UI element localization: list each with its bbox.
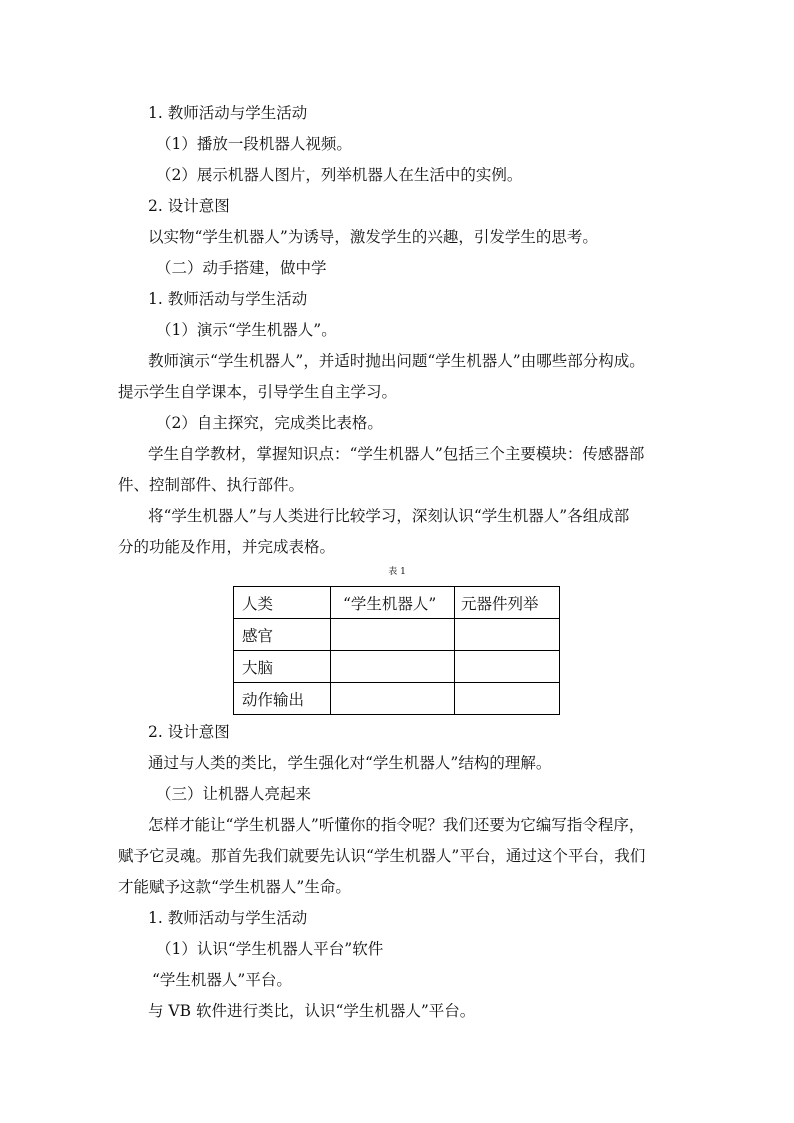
paragraph-line: 学生自学教材，掌握知识点：“学生机器人”包括三个主要模块：传感器部 xyxy=(148,445,645,463)
table-cell xyxy=(455,683,560,715)
table-row xyxy=(234,619,560,651)
table-cell xyxy=(331,683,455,715)
paragraph-line: 以实物“学生机器人”为诱导，激发学生的兴趣，引发学生的思考。 xyxy=(148,228,598,246)
section-heading: （二）动手搭建，做中学 xyxy=(156,259,327,277)
heading-design-intent: 2. 设计意图 xyxy=(148,197,230,215)
section-heading: （三）让机器人亮起来 xyxy=(156,785,312,803)
table-row xyxy=(234,587,560,619)
paragraph-line: 赋予它灵魂。那首先我们就要先认识“学生机器人”平台，通过这个平台，我们 xyxy=(118,847,646,865)
paragraph-line: 教师演示“学生机器人”，并适时抛出问题“学生机器人”由哪些部分构成。 xyxy=(148,352,645,370)
table-cell: 感官 xyxy=(234,619,331,651)
table-cell xyxy=(331,651,455,683)
table-cell: “学生机器人” xyxy=(331,587,455,619)
table-cell: 动作输出 xyxy=(234,683,331,715)
heading-design-intent: 2. 设计意图 xyxy=(148,723,230,741)
paragraph-line: 将“学生机器人”与人类进行比较学习，深刻认识“学生机器人”各组成部 xyxy=(148,507,630,525)
paragraph-line: （2）展示机器人图片，列举机器人在生活中的实例。 xyxy=(156,166,523,184)
table-cell: 大脑 xyxy=(234,651,331,683)
table-row xyxy=(234,683,560,715)
paragraph-line: 怎样才能让“学生机器人”听懂你的指令呢？我们还要为它编写指令程序， xyxy=(148,816,645,834)
paragraph-line: “学生机器人”平台。 xyxy=(152,971,292,989)
table-cell: 人类 xyxy=(234,587,331,619)
paragraph-line: 通过与人类的类比，学生强化对“学生机器人”结构的理解。 xyxy=(148,754,552,772)
paragraph-line: 件、控制部件、执行部件。 xyxy=(118,476,305,494)
table-cell xyxy=(331,619,455,651)
heading-teacher-student-activity: 1. 教师活动与学生活动 xyxy=(148,290,308,308)
table-cell: 元器件列举 xyxy=(455,587,560,619)
table-row xyxy=(234,651,560,683)
paragraph-line: 才能赋予这款“学生机器人”生命。 xyxy=(118,878,351,896)
table-cell xyxy=(455,651,560,683)
table-cell xyxy=(455,619,560,651)
paragraph-line: （1）播放一段机器人视频。 xyxy=(156,135,352,153)
paragraph-line: 提示学生自学课本，引导学生自主学习。 xyxy=(118,383,398,401)
comparison-table xyxy=(233,586,560,715)
heading-teacher-student-activity: 1. 教师活动与学生活动 xyxy=(148,104,308,122)
heading-teacher-student-activity: 1. 教师活动与学生活动 xyxy=(148,909,308,927)
paragraph-line: 分的功能及作用，并完成表格。 xyxy=(118,538,336,556)
paragraph-line: （1）演示“学生机器人”。 xyxy=(156,321,337,339)
paragraph-line: （1）认识“学生机器人平台”软件 xyxy=(156,940,384,958)
paragraph-line: （2）自主探究，完成类比表格。 xyxy=(156,414,383,432)
paragraph-line: 与 VB 软件进行类比，认识“学生机器人”平台。 xyxy=(148,1002,476,1020)
table-caption: 表 1 xyxy=(388,567,406,577)
